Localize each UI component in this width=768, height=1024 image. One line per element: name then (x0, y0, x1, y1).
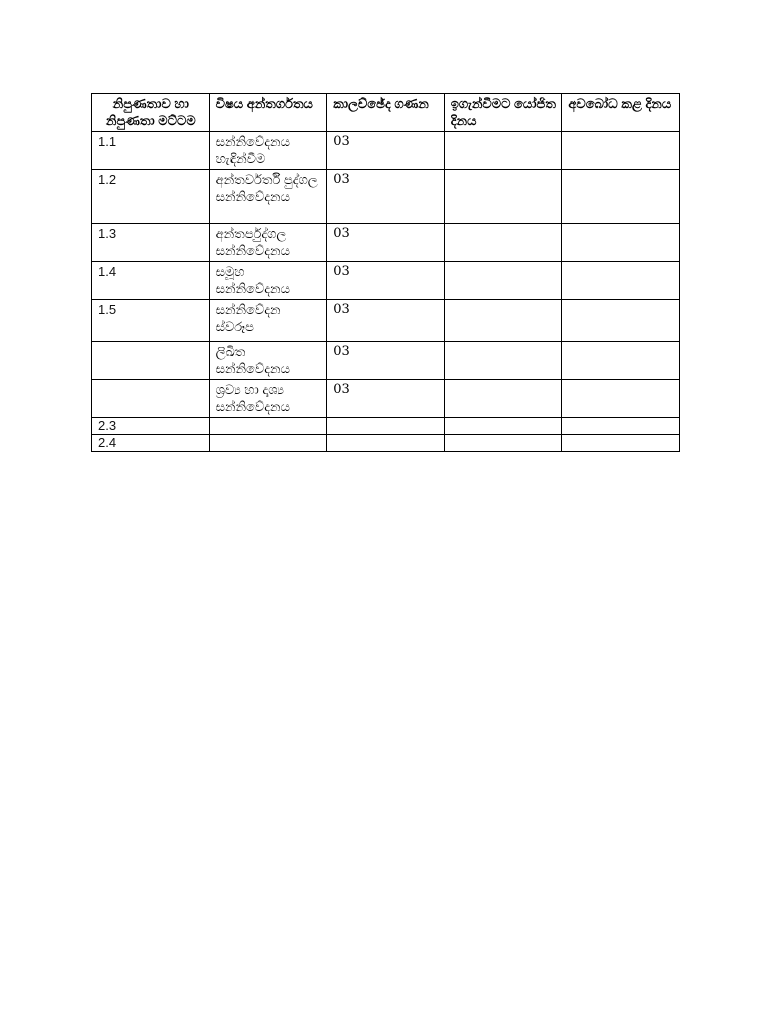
period-count-cell: 03 (327, 262, 445, 300)
competency-code-cell: 1.5 (92, 300, 210, 342)
competency-code-cell: 2.4 (92, 435, 210, 452)
header-period-count: කාලච්ඡේද ගණන (327, 94, 445, 132)
competency-code-cell: 1.4 (92, 262, 210, 300)
table-row (92, 380, 680, 418)
topic-cell: ශ්‍රව්‍ය හා දෘශ්‍ය සන්නිවේදනය (209, 380, 327, 418)
topic-cell: අන්තර්පුද්ගල සන්නිවේදනය (209, 224, 327, 262)
table-row (92, 418, 680, 435)
competency-code-cell: 1.2 (92, 170, 210, 224)
period-count-cell (327, 435, 445, 452)
understood-date-cell (562, 418, 680, 435)
header-subject-content: විෂය අන්තර්ගතය (209, 94, 327, 132)
planned-date-cell (444, 170, 562, 224)
understood-date-cell (562, 435, 680, 452)
header-competency-level: නිපුණතාව හා නිපුණතා මට්ටම (92, 94, 210, 132)
planned-date-cell (444, 380, 562, 418)
period-count-cell (327, 418, 445, 435)
planned-date-cell (444, 224, 562, 262)
table-row (92, 262, 680, 300)
period-count-cell: 03 (327, 300, 445, 342)
topic-cell: සන්නිවේදනය හැඳින්වීම (209, 132, 327, 170)
period-count-cell: 03 (327, 342, 445, 380)
table-header-row (92, 94, 680, 132)
lesson-schedule-table (91, 93, 680, 452)
period-count-cell: 03 (327, 224, 445, 262)
planned-date-cell (444, 342, 562, 380)
table-row (92, 132, 680, 170)
topic-cell: ලිඛිත සන්නිවේදනය (209, 342, 327, 380)
planned-date-cell (444, 418, 562, 435)
table-row (92, 300, 680, 342)
understood-date-cell (562, 132, 680, 170)
topic-cell (209, 418, 327, 435)
topic-cell: සන්නිවේදන ස්වරූප (209, 300, 327, 342)
table-row (92, 435, 680, 452)
period-count-cell: 03 (327, 170, 445, 224)
table-row (92, 224, 680, 262)
competency-code-cell: 1.3 (92, 224, 210, 262)
topic-cell: සමූහ සන්නිවේදනය (209, 262, 327, 300)
understood-date-cell (562, 300, 680, 342)
understood-date-cell (562, 224, 680, 262)
competency-code-cell (92, 342, 210, 380)
competency-code-cell: 2.3 (92, 418, 210, 435)
header-understood-date: අවබෝධ කළ දිනය (562, 94, 680, 132)
header-planned-teaching-date: ඉගැන්වීමට යෝජිත දිනය (444, 94, 562, 132)
table-row (92, 342, 680, 380)
understood-date-cell (562, 380, 680, 418)
planned-date-cell (444, 262, 562, 300)
period-count-cell: 03 (327, 132, 445, 170)
period-count-cell: 03 (327, 380, 445, 418)
planned-date-cell (444, 435, 562, 452)
understood-date-cell (562, 262, 680, 300)
understood-date-cell (562, 342, 680, 380)
competency-code-cell: 1.1 (92, 132, 210, 170)
topic-cell: අන්තර්වර්ති පුද්ගල සන්නිවේදනය (209, 170, 327, 224)
table-row (92, 170, 680, 224)
competency-code-cell (92, 380, 210, 418)
planned-date-cell (444, 300, 562, 342)
planned-date-cell (444, 132, 562, 170)
topic-cell (209, 435, 327, 452)
understood-date-cell (562, 170, 680, 224)
